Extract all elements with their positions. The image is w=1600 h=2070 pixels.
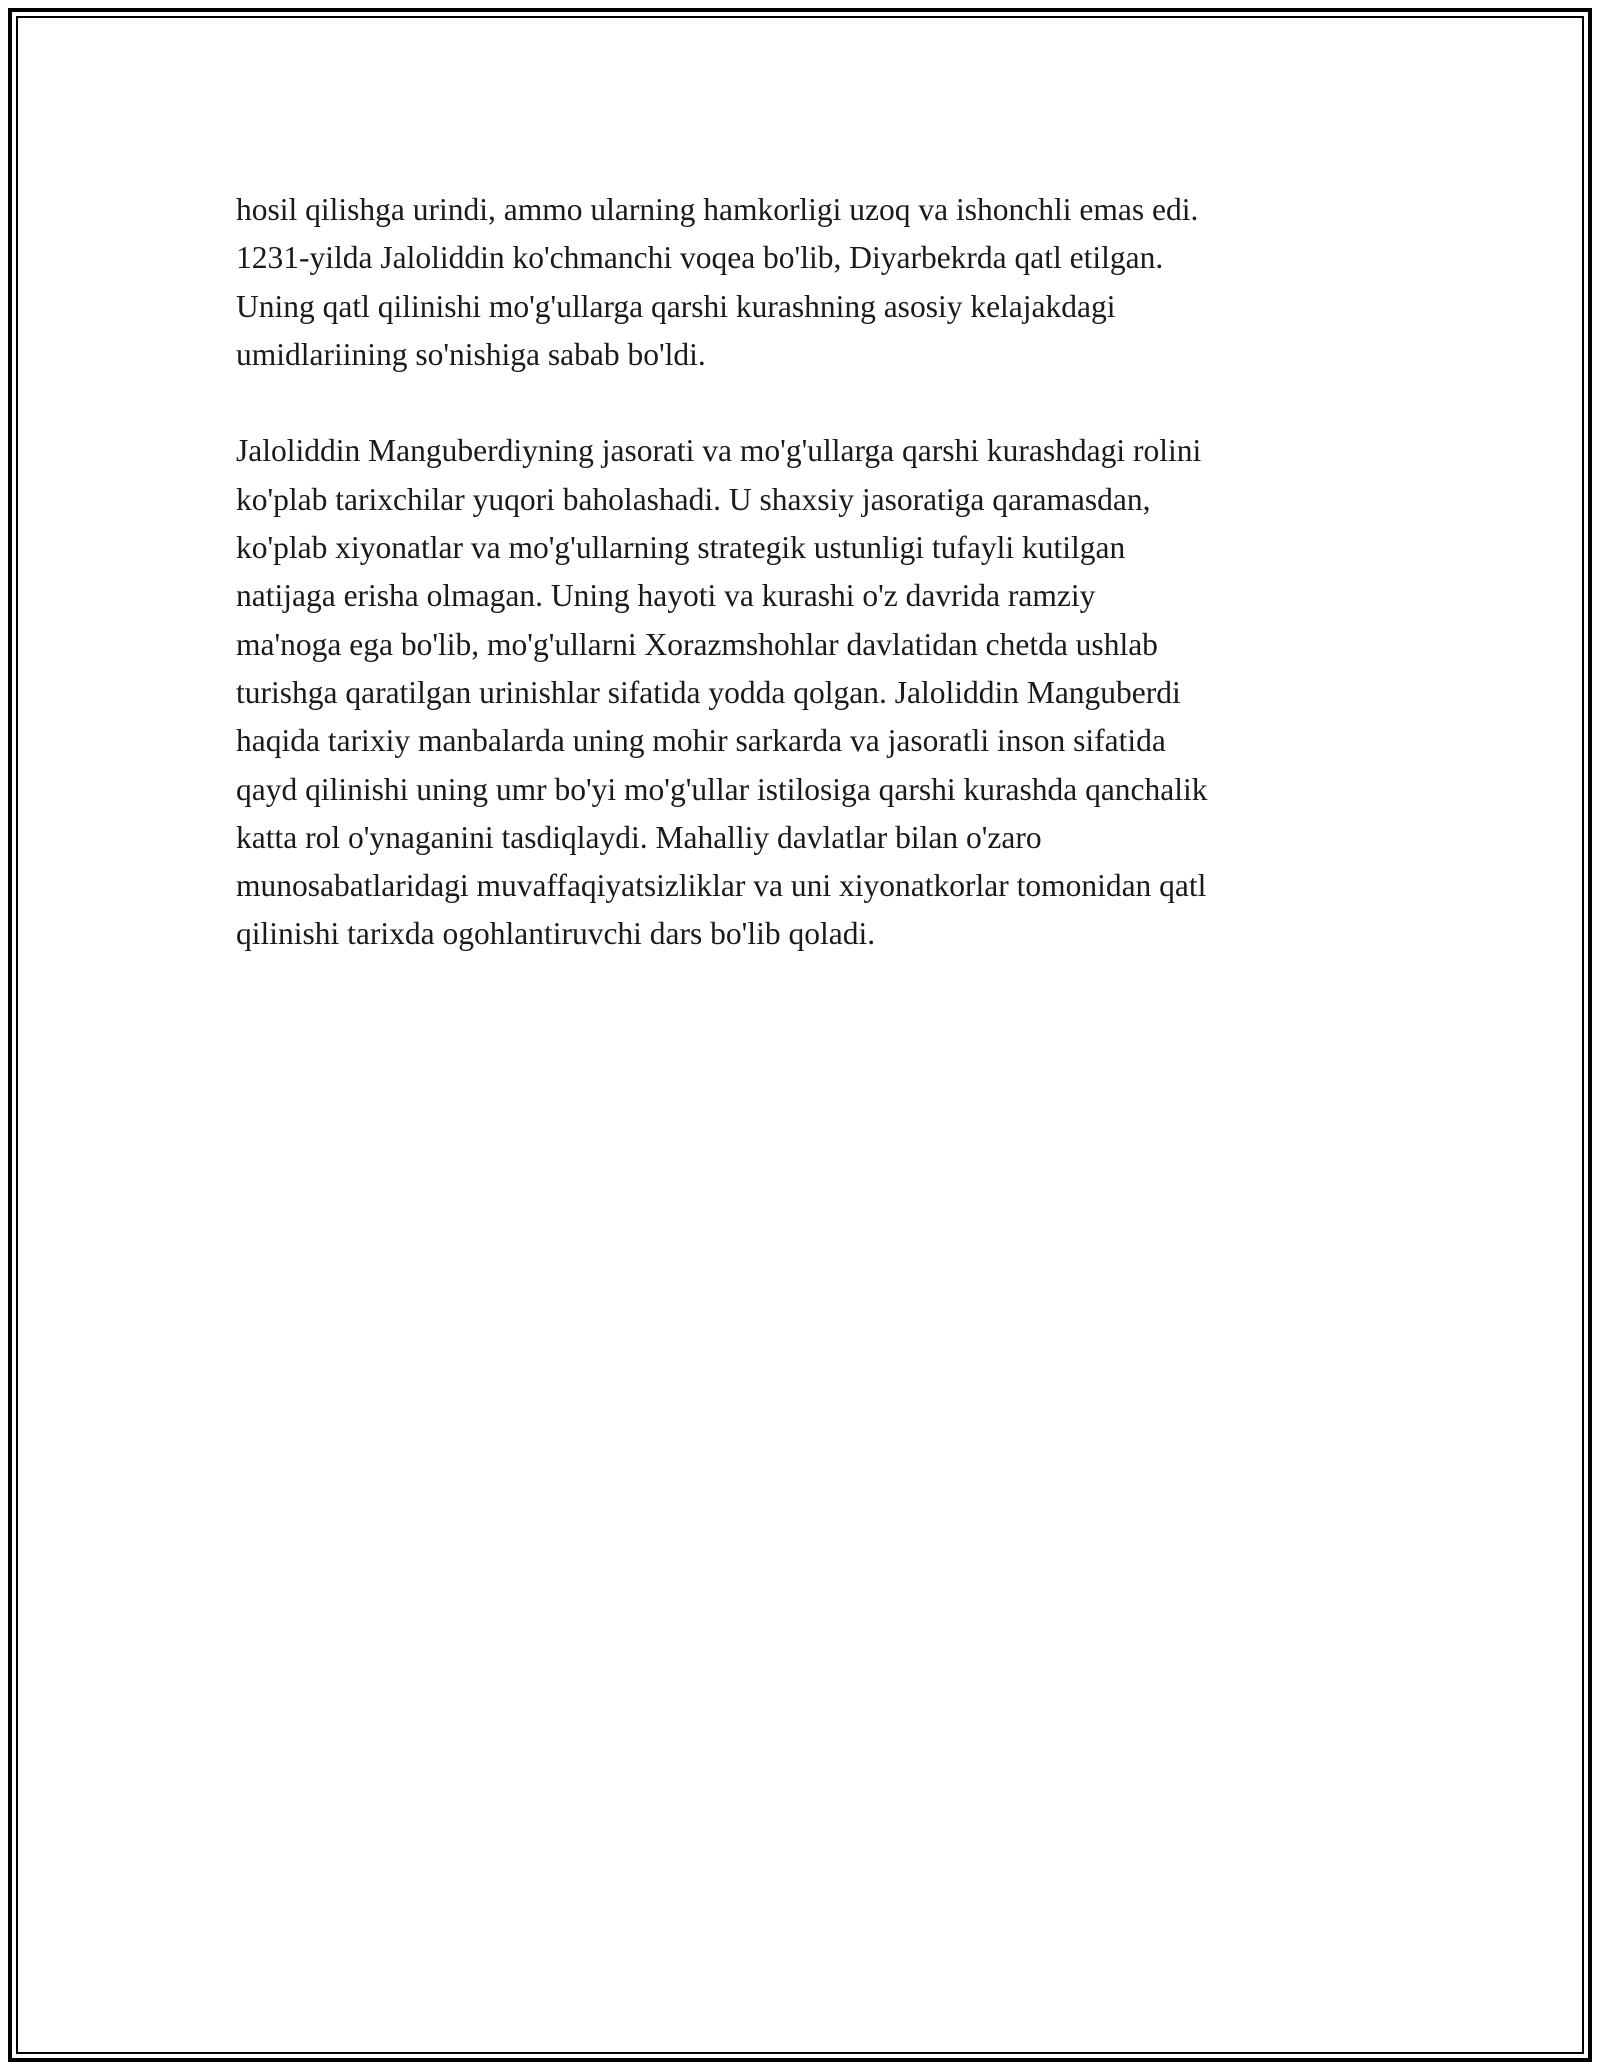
text-line: ko'plab tarixchilar yuqori baholashadi. U shaxsiy jasoratiga qaramasdan, [236,481,1151,517]
text-line: ko'plab xiyonatlar va mo'g'ullarning strategik ustunligi tufayli kutilgan [236,530,1126,566]
text-line: haqida tarixiy manbalarda uning mohir sarkarda va jasoratli inson sifatida [236,723,1166,759]
text-line: umidlariining so'nishiga sabab bo'ldi. [236,336,706,372]
text-line: 1231-yilda Jaloliddin ko'chmanchi voqea bo'lib, Diyarbekrda qatl etilgan. [236,240,1164,276]
paragraph-1 [236,186,1376,379]
paragraph-2 [236,427,1376,958]
text-line: qilinishi tarixda ogohlantiruvchi dars bo'lib qoladi. [236,916,876,952]
text-line: natijaga erisha olmagan. Uning hayoti va kurashi o'z davrida ramziy [236,578,1096,614]
text-line: ma'noga ega bo'lib, mo'g'ullarni Xorazmshohlar davlatidan chetda ushlab [236,626,1158,662]
text-line: Uning qatl qilinishi mo'g'ullarga qarshi kurashning asosiy kelajakdagi [236,288,1116,324]
document-body [236,186,1376,959]
text-line: munosabatlaridagi muvaffaqiyatsizliklar va uni xiyonatkorlar tomonidan qatl [236,868,1207,904]
text-line: katta rol o'ynaganini tasdiqlaydi. Mahalliy davlatlar bilan o'zaro [236,819,1042,855]
text-line: Jaloliddin Manguberdiyning jasorati va mo'g'ullarga qarshi kurashdagi rolini [236,433,1202,469]
text-line: hosil qilishga urindi, ammo ularning hamkorligi uzoq va ishonchli emas edi. [236,192,1199,227]
text-line: qayd qilinishi uning umr bo'yi mo'g'ullar istilosiga qarshi kurashda qanchalik [236,771,1208,807]
text-line: turishga qaratilgan urinishlar sifatida yodda qolgan. Jaloliddin Manguberdi [236,674,1181,710]
